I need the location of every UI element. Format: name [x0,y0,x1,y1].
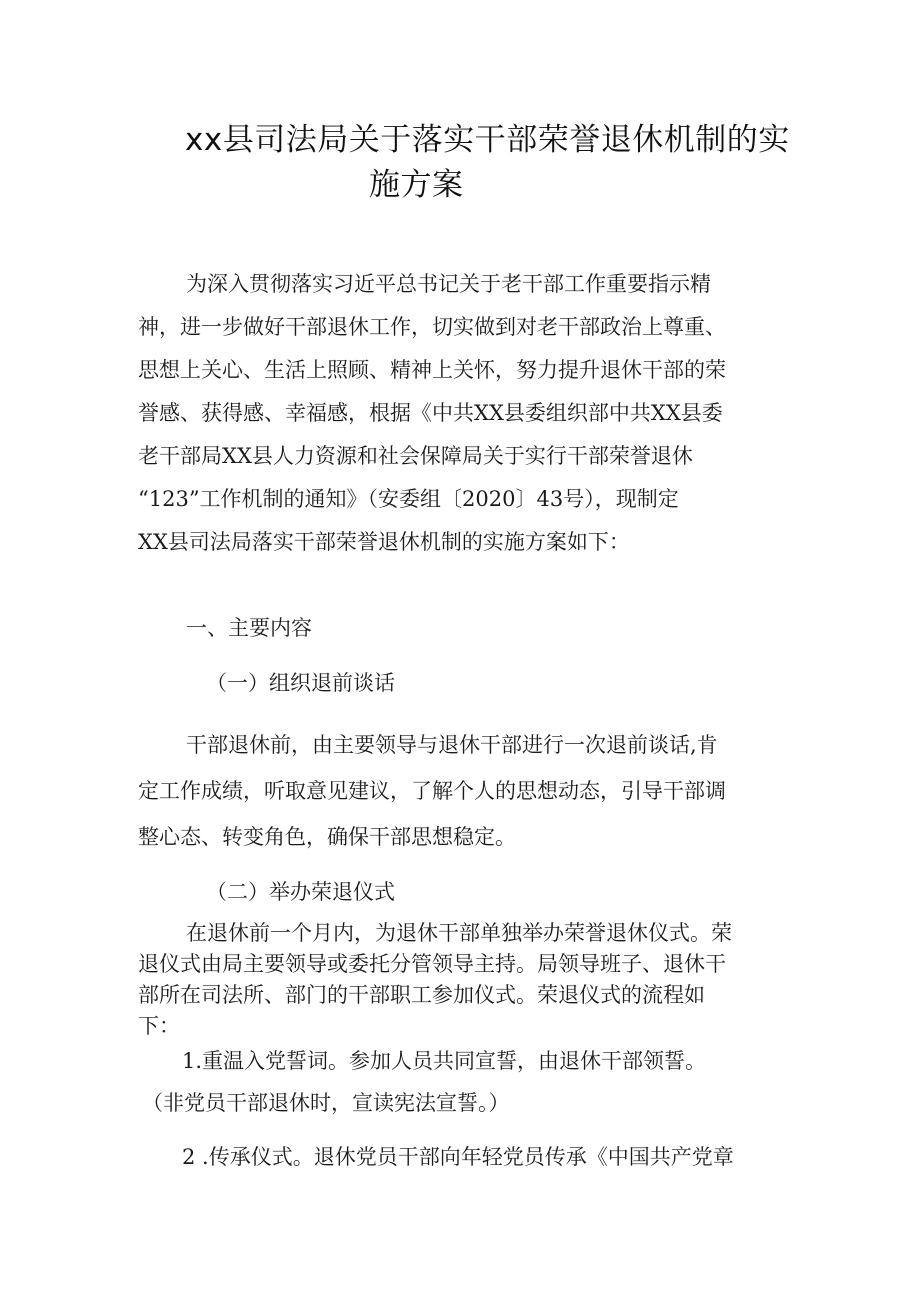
intro-line: 神，进一步做好干部退休工作，切实做到对老干部政治上尊重、 [138,315,726,339]
intro-line: XX县司法局落实干部荣誉退休机制的实施方案如下： [138,530,630,554]
intro-line: 誉感、获得感、幸福感，根据《中共XX县委组织部中共XX县委 [138,401,723,425]
pre-retirement-talk-paragraph [138,722,798,860]
retirement-ceremony-paragraph [138,918,798,1042]
document-title [185,118,805,208]
paragraph-line: 干部退休前，由主要领导与退休干部进行一次退前谈话,肯 [186,733,718,757]
paragraph-line: 整心态、转变角色，确保干部思想稳定。 [138,825,516,849]
intro-line: 思想上关心、生活上照顾、精神上关怀，努力提升退休干部的荣 [138,358,726,382]
intro-line: 老干部局XX县人力资源和社会保障局关于实行干部荣誉退休 [138,444,693,468]
intro-line: “123”工作机制的通知》（安委组〔2020〕43号），现制定 [138,487,679,511]
paragraph-line: 下： [138,1014,180,1038]
subheading-pre-retirement-talk: （一）组织退前谈话 [206,671,395,695]
intro-line: 为深入贯彻落实习近平总书记关于老干部工作重要指示精 [186,272,711,296]
list-item-oath: 1.重温入党誓词。参加人员共同宣誓，由退休干部领誓。 [182,1049,707,1073]
section-heading-main-content: 一、主要内容 [186,616,312,640]
paragraph-line: 在退休前一个月内，为退休干部单独举办荣誉退休仪式。荣 [186,921,732,945]
list-item-inheritance: 2 .传承仪式。退休党员干部向年轻党员传承《中国共产党章 [182,1145,734,1169]
title-line-2: 施方案 [369,167,464,203]
intro-paragraph [138,263,798,564]
paragraph-line: 部所在司法所、部门的干部职工参加仪式。荣退仪式的流程如 [138,983,705,1007]
paragraph-line: 退仪式由局主要领导或委托分管领导主持。局领导班子、退休干 [138,952,726,976]
paragraph-line: 定工作成绩，听取意见建议，了解个人的思想动态，引导干部调 [138,779,726,803]
list-item-oath-note: （非党员干部退休时，宣读宪法宣誓。） [142,1091,510,1115]
subheading-retirement-ceremony: （二）举办荣退仪式 [206,880,395,904]
title-line-1: xx县司法局关于落实干部荣誉退休机制的实 [185,122,790,158]
